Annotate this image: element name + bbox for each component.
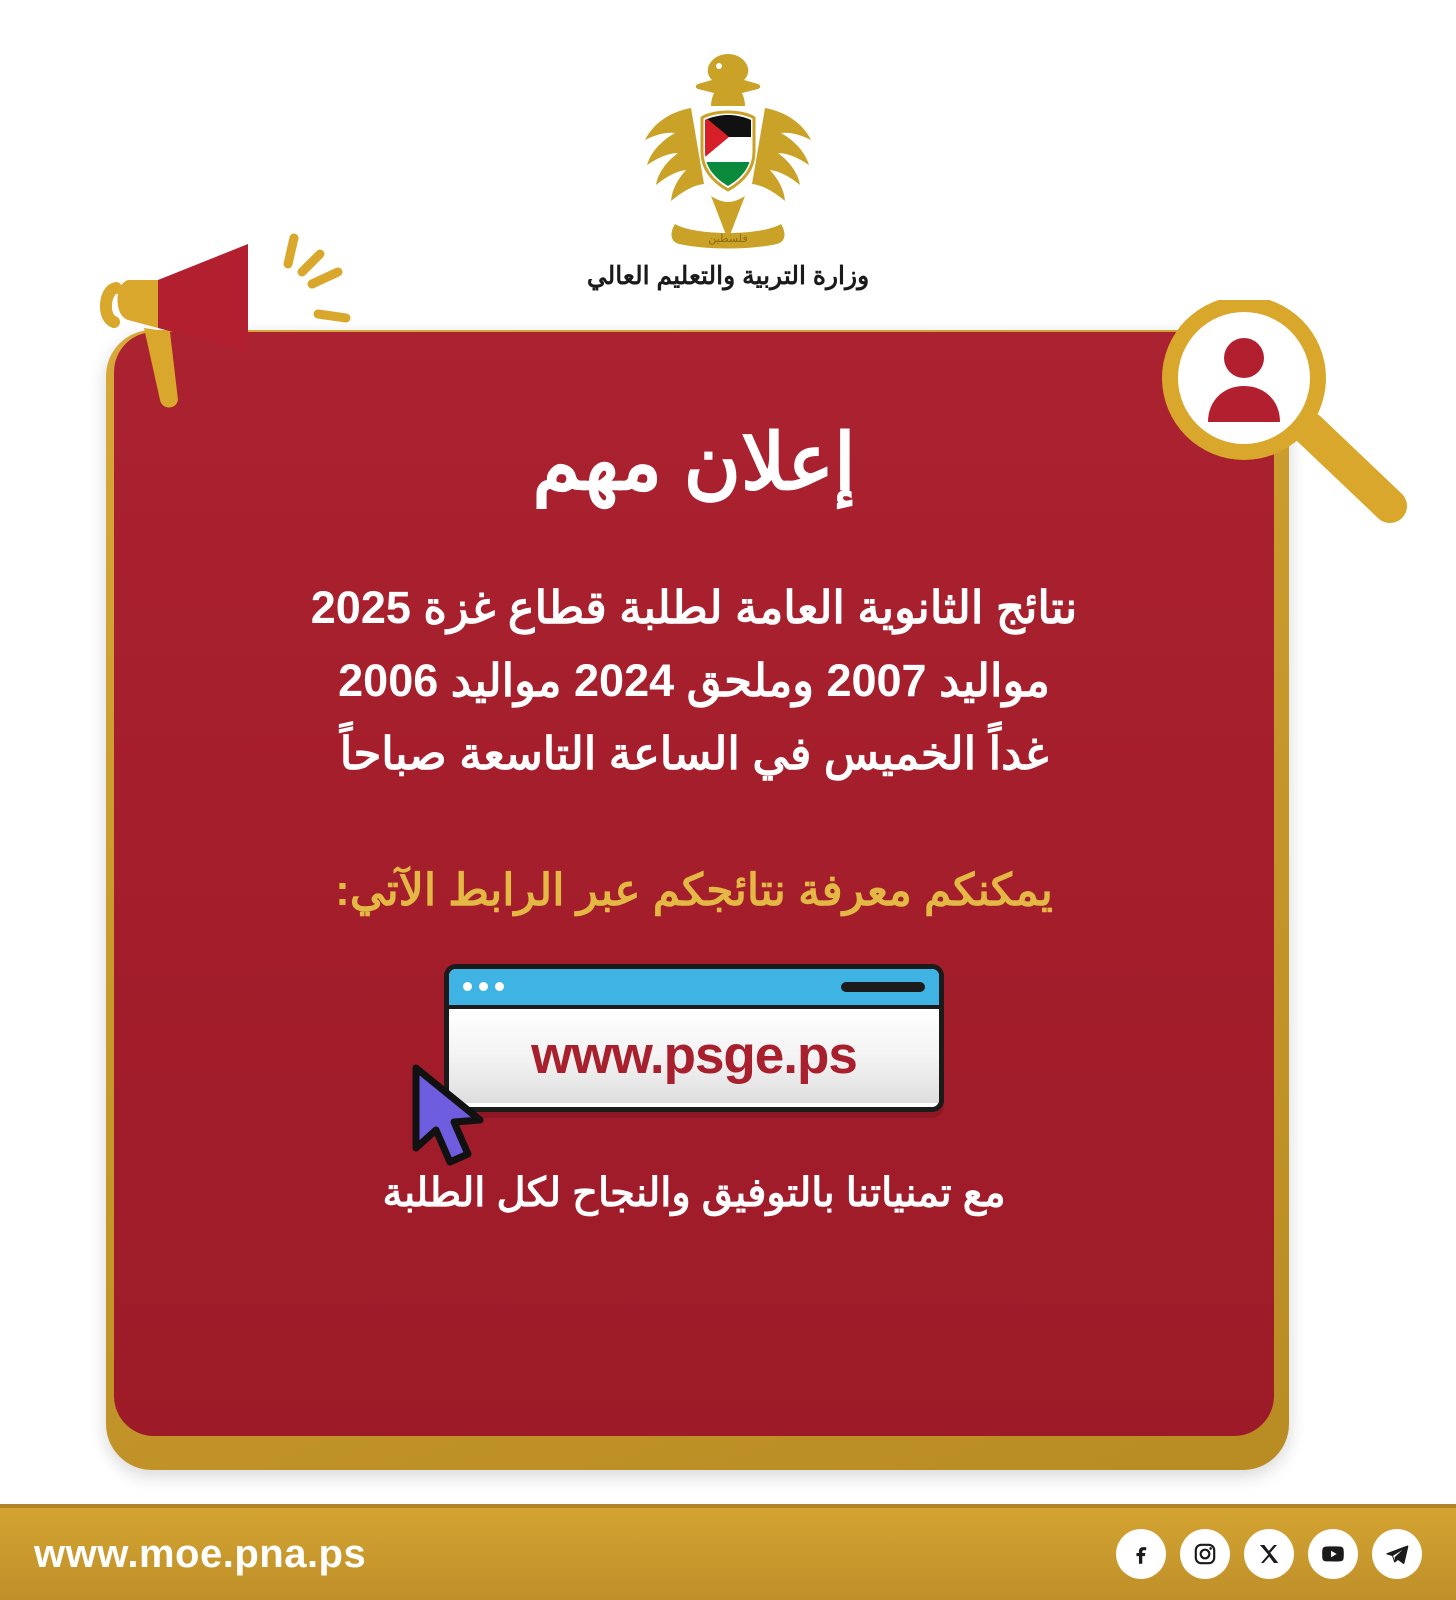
footer-url[interactable]: www.moe.pna.ps [34,1531,367,1576]
link-prompt: يمكنكم معرفة نتائجكم عبر الرابط الآتي: [335,865,1053,915]
mouse-cursor-icon [402,1062,492,1170]
window-dots-icon [463,982,504,991]
instagram-icon[interactable] [1180,1529,1230,1579]
browser-addressbar[interactable] [449,1009,939,1103]
x-twitter-icon[interactable] [1244,1529,1294,1579]
results-url[interactable]: www.psge.ps [531,1026,857,1086]
announcement-line-2: مواليد 2007 وملحق 2024 مواليد 2006 [338,654,1050,706]
youtube-icon[interactable] [1308,1529,1358,1579]
announcement-line-1: نتائج الثانوية العامة لطلبة قطاع غزة 2025 [310,581,1078,633]
browser-window[interactable] [444,964,944,1112]
footer [0,1504,1456,1600]
announcement-line-3: غداً الخميس في الساعة التاسعة صباحاً [339,727,1049,779]
browser-graphic[interactable] [444,964,944,1112]
header [0,0,1456,320]
social-links [1116,1529,1422,1579]
titlebar-bar-icon [841,982,925,992]
page-title: إعلان مهم [532,418,856,506]
palestine-state-emblem-icon [633,46,823,251]
card-content [114,332,1274,1436]
wish-text: مع تمنياتنا بالتوفيق والنجاح لكل الطلبة [382,1170,1006,1215]
svg-text:فلسطين: فلسطين [708,233,748,245]
ministry-name: وزارة التربية والتعليم العالي [586,262,870,290]
announcement-body [179,572,1209,791]
facebook-icon[interactable] [1116,1529,1166,1579]
telegram-icon[interactable] [1372,1529,1422,1579]
browser-titlebar [449,969,939,1009]
